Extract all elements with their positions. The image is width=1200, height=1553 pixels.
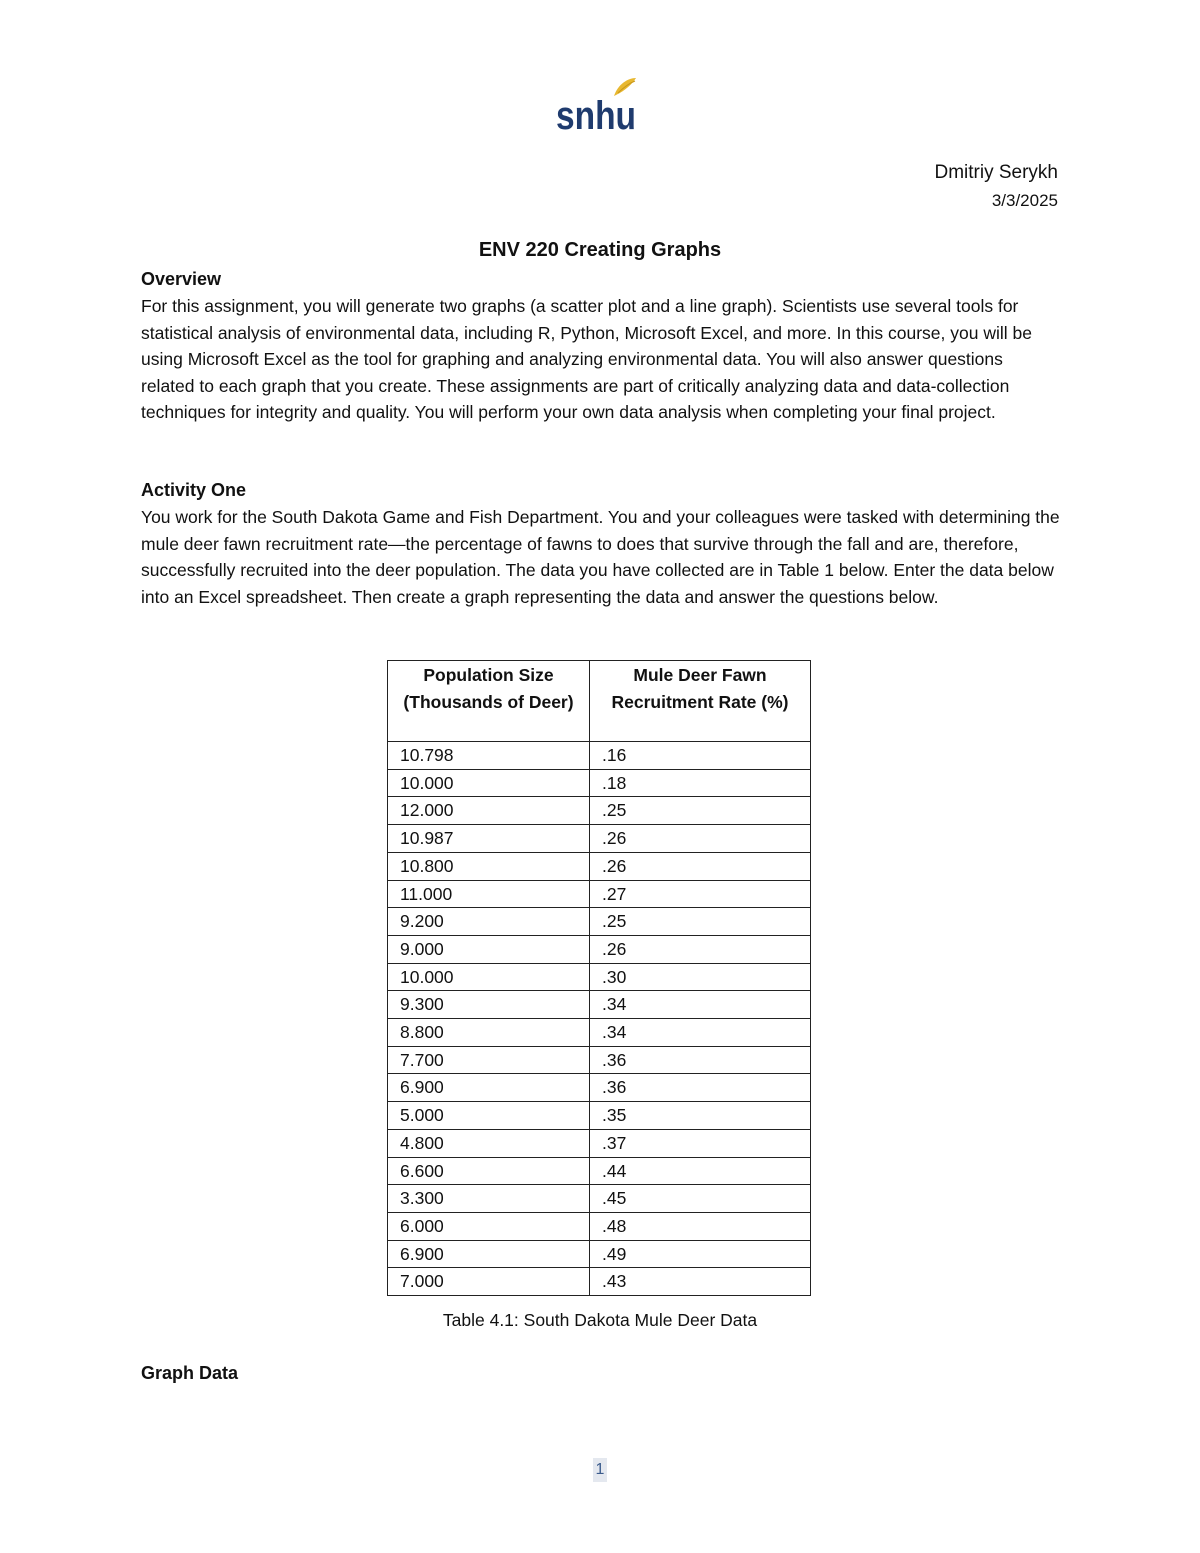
overview-paragraph: For this assignment, you will generate two graphs (a scatter plot and a line graph). Scientists use several tools for statistical analysis of environmental data, including R, Python, Microsoft Excel, and more. In this course, you will be using Microsoft Excel as the tool for graphing and analyzing environmental data. You will also answer questions related to each graph that you create. These assignments are part of critically analyzing data and data-collection techniques for integrity and quality. You will perform your own data analysis when completing your final project.	[141, 296, 1032, 423]
table-row	[388, 825, 811, 853]
recruitment-rate-cell: .30	[590, 963, 811, 991]
population-size-cell: 9.000	[388, 935, 590, 963]
population-size-cell: 7.700	[388, 1046, 590, 1074]
recruitment-rate-cell: .16	[590, 742, 811, 770]
table-row	[388, 991, 811, 1019]
table-row	[388, 1019, 811, 1047]
recruitment-rate-cell: .43	[590, 1268, 811, 1296]
population-size-cell: 10.798	[388, 742, 590, 770]
recruitment-rate-cell: .37	[590, 1129, 811, 1157]
population-size-cell: 6.900	[388, 1074, 590, 1102]
table-caption: Table 4.1: South Dakota Mule Deer Data	[442, 1310, 758, 1330]
svg-text:snhu: snhu	[556, 94, 636, 138]
population-size-cell: 6.900	[388, 1240, 590, 1268]
population-size-cell: 10.987	[388, 825, 590, 853]
table-row	[388, 1240, 811, 1268]
recruitment-rate-cell: .26	[590, 825, 811, 853]
activity-one-heading: Activity One	[141, 480, 247, 500]
table-row	[388, 908, 811, 936]
table-row	[388, 963, 811, 991]
recruitment-rate-cell: .49	[590, 1240, 811, 1268]
population-size-cell: 10.800	[388, 852, 590, 880]
table-row	[388, 1046, 811, 1074]
recruitment-rate-cell: .27	[590, 880, 811, 908]
recruitment-rate-cell: .36	[590, 1046, 811, 1074]
population-size-cell: 12.000	[388, 797, 590, 825]
population-size-cell: 6.000	[388, 1212, 590, 1240]
recruitment-rate-cell: .25	[590, 908, 811, 936]
recruitment-rate-cell: .44	[590, 1157, 811, 1185]
population-size-cell: 3.300	[388, 1185, 590, 1213]
population-size-cell: 10.000	[388, 963, 590, 991]
document-date: 3/3/2025	[991, 191, 1058, 210]
population-size-cell: 8.800	[388, 1019, 590, 1047]
recruitment-rate-cell: .34	[590, 991, 811, 1019]
mule-deer-data-table	[387, 660, 811, 1296]
recruitment-rate-cell: .26	[590, 935, 811, 963]
table-row	[388, 1185, 811, 1213]
table-row	[388, 852, 811, 880]
population-size-cell: 5.000	[388, 1102, 590, 1130]
column-header-population: Population Size (Thousands of Deer)	[388, 661, 590, 742]
table-row	[388, 742, 811, 770]
column-header-recruitment-rate: Mule Deer Fawn Recruitment Rate (%)	[590, 661, 811, 742]
table-header-row	[388, 661, 811, 742]
table-row	[388, 1129, 811, 1157]
table-row	[388, 1074, 811, 1102]
table-row	[388, 769, 811, 797]
population-size-cell: 9.300	[388, 991, 590, 1019]
author-name: Dmitriy Serykh	[934, 162, 1058, 183]
table-row	[388, 1102, 811, 1130]
table-row	[388, 1157, 811, 1185]
recruitment-rate-cell: .35	[590, 1102, 811, 1130]
table-row	[388, 1212, 811, 1240]
population-size-cell: 6.600	[388, 1157, 590, 1185]
overview-heading: Overview	[141, 269, 222, 289]
recruitment-rate-cell: .34	[590, 1019, 811, 1047]
recruitment-rate-cell: .36	[590, 1074, 811, 1102]
population-size-cell: 7.000	[388, 1268, 590, 1296]
recruitment-rate-cell: .25	[590, 797, 811, 825]
document-title: ENV 220 Creating Graphs	[478, 239, 722, 261]
recruitment-rate-cell: .45	[590, 1185, 811, 1213]
population-size-cell: 4.800	[388, 1129, 590, 1157]
page-number: 1	[593, 1458, 607, 1482]
snhu-logo	[556, 76, 640, 138]
population-size-cell: 11.000	[388, 880, 590, 908]
population-size-cell: 10.000	[388, 769, 590, 797]
graph-data-heading: Graph Data	[141, 1363, 239, 1383]
table-row	[388, 797, 811, 825]
recruitment-rate-cell: .26	[590, 852, 811, 880]
table-row	[388, 1268, 811, 1296]
recruitment-rate-cell: .48	[590, 1212, 811, 1240]
table-row	[388, 880, 811, 908]
recruitment-rate-cell: .18	[590, 769, 811, 797]
population-size-cell: 9.200	[388, 908, 590, 936]
activity-one-paragraph: You work for the South Dakota Game and Fish Department. You and your colleagues were tasked with determining the mule deer fawn recruitment rate—the percentage of fawns to does that survive through the fall and are, therefore, successfully recruited into the deer population. The data you have collected are in Table 1 below. Enter the data below into an Excel spreadsheet. Then create a graph representing the data and answer the questions below.	[141, 507, 1060, 607]
table-row	[388, 935, 811, 963]
